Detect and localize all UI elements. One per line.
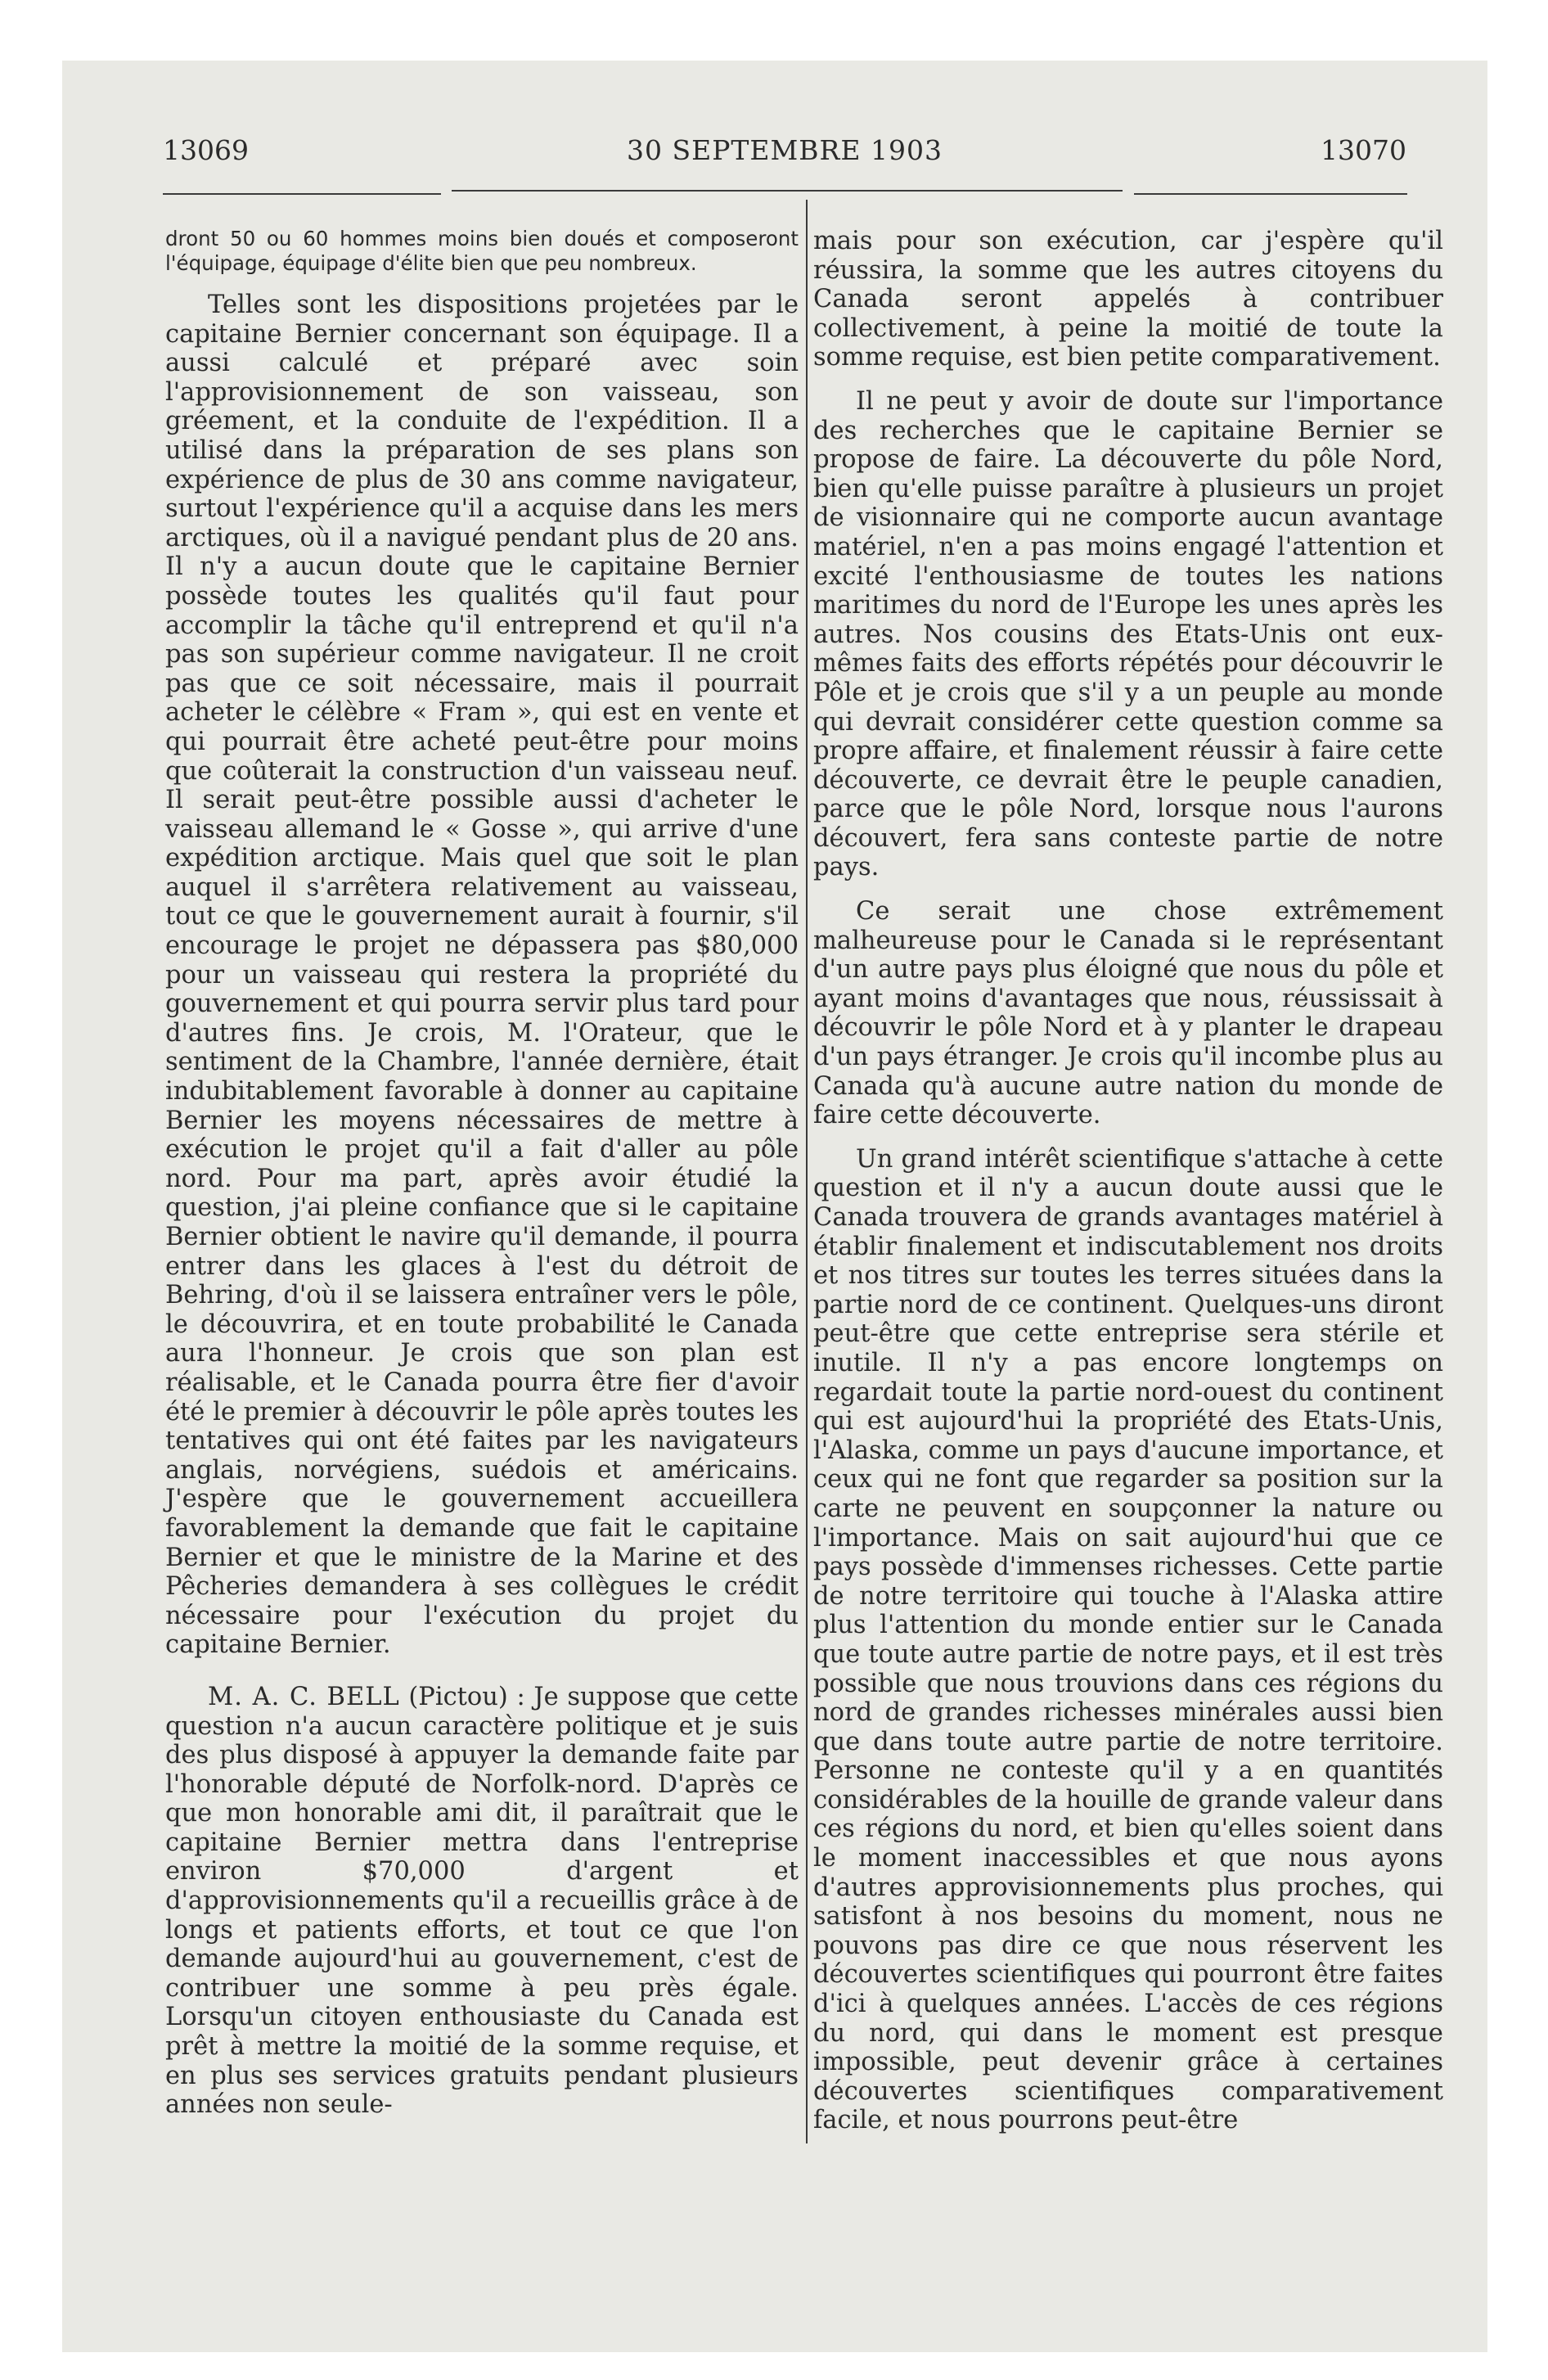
page-header: [163, 134, 1406, 183]
left-paragraph-3-text: (Pictou) : Je suppose que cette question n'a aucun caractère politique et je suis des plus disposé à appuyer la demande faite par l'honorable député de Norfolk-nord. D'après ce que mon honorable ami dit, il paraîtrait que le capitaine Bernier mettra dans l'entreprise environ $70,000 d'argent et d'approvisionnements qu'il a recueillis grâce à de longs et patients efforts, et tout ce que l'on demande aujourd'hui au gouvernement, c'est de contribuer une somme à peu près égale. Lorsqu'un citoyen enthousiaste du Canada est prêt à mettre la moitié de la somme requise, et en plus ses services gratuits pendant plusieurs années non seule-: [165, 1682, 799, 2120]
header-date: 30 SEPTEMBRE 1903: [627, 134, 943, 166]
header-rule-center: [452, 190, 1123, 192]
right-paragraph-1: mais pour son exécution, car j'espère qu'il réussira, la somme que les autres citoyens du Canada seront appelés à contribuer collectivement, à peine la moitié de toute la somme requise, est bien petite comparativement.: [813, 227, 1443, 372]
right-paragraph-3: Ce serait une chose extrêmement malheureuse pour le Canada si le représentant d'un autre pays plus éloigné que nous du pôle et ayant moins d'avantages que nous, réussissait à découvrir le pôle Nord et à y planter le drapeau d'un pays étranger. Je crois qu'il incombe plus au Canada qu'à aucune autre nation du monde de faire cette découverte.: [813, 897, 1443, 1130]
left-column: [165, 227, 799, 2120]
left-paragraph-3: [165, 1683, 799, 2120]
right-paragraph-4: Un grand intérêt scientifique s'attache à cette question et il n'y a aucun doute aussi que le Canada trouvera de grands avantages matériel à établir finalement et indiscutablement nos droits et nos titres sur toutes les terres situées dans la partie nord de ce continent. Quelques-uns diront peut-être que cette entreprise sera stérile et inutile. Il n'y a pas encore longtemps on regardait toute la partie nord-ouest du continent qui est aujourd'hui la propriété des Etats-Unis, l'Alaska, comme un pays d'aucune importance, et ceux qui ne font que regarder sa position sur la carte ne peuvent en soupçonner la nature ou l'importance. Mais on sait aujourd'hui que ce pays possède d'immenses richesses. Cette partie de notre territoire qui touche à l'Alaska attire plus l'attention du monde entier sur le Canada que toute autre partie de notre pays, et il est très possible que nous trouvions dans ces régions du nord de grandes richesses minérales aussi bien que dans toute autre partie de notre territoire. Personne ne conteste qu'il y a en quantités considérables de la houille de grande valeur dans ces régions du nord, et bien qu'elles soient dans le moment inaccessibles et que nous ayons d'autres approvisionnements plus proches, qui satisfont à nos besoins du moment, nous ne pouvons pas dire ce que nous réservent les découvertes scientifiques qui pourront être faites d'ici à quelques années. L'accès de ces régions du nord, qui dans le moment est presque impossible, peut devenir grâce à certaines découvertes scientifiques comparativement facile, et nous pourrons peut-être: [813, 1144, 1443, 2135]
header-page-right: 13070: [1321, 134, 1406, 166]
left-paragraph-1: dront 50 ou 60 hommes moins bien doués et composeront l'équipage, équipage d'élite bien que peu nombreux.: [165, 227, 799, 275]
column-divider: [806, 200, 808, 2143]
header-rule-left: [163, 193, 441, 195]
left-paragraph-2: Telles sont les dispositions projetées par le capitaine Bernier concernant son équipage. Il a aussi calculé et préparé avec soin l'approvisionnement de son vaisseau, son gréement, et la conduite de l'expédition. Il a utilisé dans la préparation de ses plans son expérience de plus de 30 ans comme navigateur, surtout l'expérience qu'il a acquise dans les mers arctiques, où il a navigué pendant plus de 20 ans. Il n'y a aucun doute que le capitaine Bernier possède toutes les qualités qu'il faut pour accomplir la tâche qu'il entreprend et qu'il n'a pas son supérieur comme navigateur. Il ne croit pas que ce soit nécessaire, mais il pourrait acheter le célèbre « Fram », qui est en vente et qui pourrait être acheté peut-être pour moins que coûterait la construction d'un vaisseau neuf. Il serait peut-être possible aussi d'acheter le vaisseau allemand le « Gosse », qui arrive d'une expédition arctique. Mais quel que soit le plan auquel il s'arrêtera relativement au vaisseau, tout ce que le gouvernement aurait à fournir, s'il encourage le projet ne dépassera pas $80,000 pour un vaisseau qui restera la propriété du gouvernement et qui pourra servir plus tard pour d'autres fins. Je crois, M. l'Orateur, que le sentiment de la Chambre, l'année dernière, était indubitablement favorable à donner au capitaine Bernier les moyens nécessaires de mettre à exécution le projet qu'il a fait d'aller au pôle nord. Pour ma part, après avoir étudié la question, j'ai pleine confiance que si le capitaine Bernier obtient le navire qu'il demande, il pourra entrer dans les glaces à l'est du détroit de Behring, d'où il se laissera entraîner vers le pôle, le découvrira, et en toute probabilité le Canada aura l'honneur. Je crois que son plan est réalisable, et le Canada pourra être fier d'avoir été le premier à découvrir le pôle après toutes les tentatives qui ont été faites par les navigateurs anglais, norvégiens, suédois et américains. J'espère que le gouvernement accueillera favorablement la demande que fait le capitaine Bernier et que le ministre de la Marine et des Pêcheries demandera à ses collègues le crédit nécessaire pour l'exécution du projet du capitaine Bernier.: [165, 291, 799, 1660]
right-column: [813, 227, 1443, 2135]
right-paragraph-2: Il ne peut y avoir de doute sur l'importance des recherches que le capitaine Bernier se propose de faire. La découverte du pôle Nord, bien qu'elle puisse paraître à plusieurs un projet de visionnaire qui ne comporte aucun avantage matériel, n'en a pas moins engagé l'attention et excité l'enthousiasme de toutes les nations maritimes du nord de l'Europe les unes après les autres. Nos cousins des Etats-Unis ont eux-mêmes faits des efforts répétés pour découvrir le Pôle et je crois que s'il y a un peuple au monde qui devrait considérer cette question comme sa propre affaire, et finalement réussir à faire cette découverte, ce devrait être le peuple canadien, parce que le pôle Nord, lorsque nous l'aurons découvert, fera sans conteste partie de notre pays.: [813, 386, 1443, 882]
header-rule-right: [1134, 193, 1407, 195]
header-page-left: 13069: [163, 134, 249, 166]
speaker-name: M. A. C. BELL: [208, 1682, 400, 1711]
